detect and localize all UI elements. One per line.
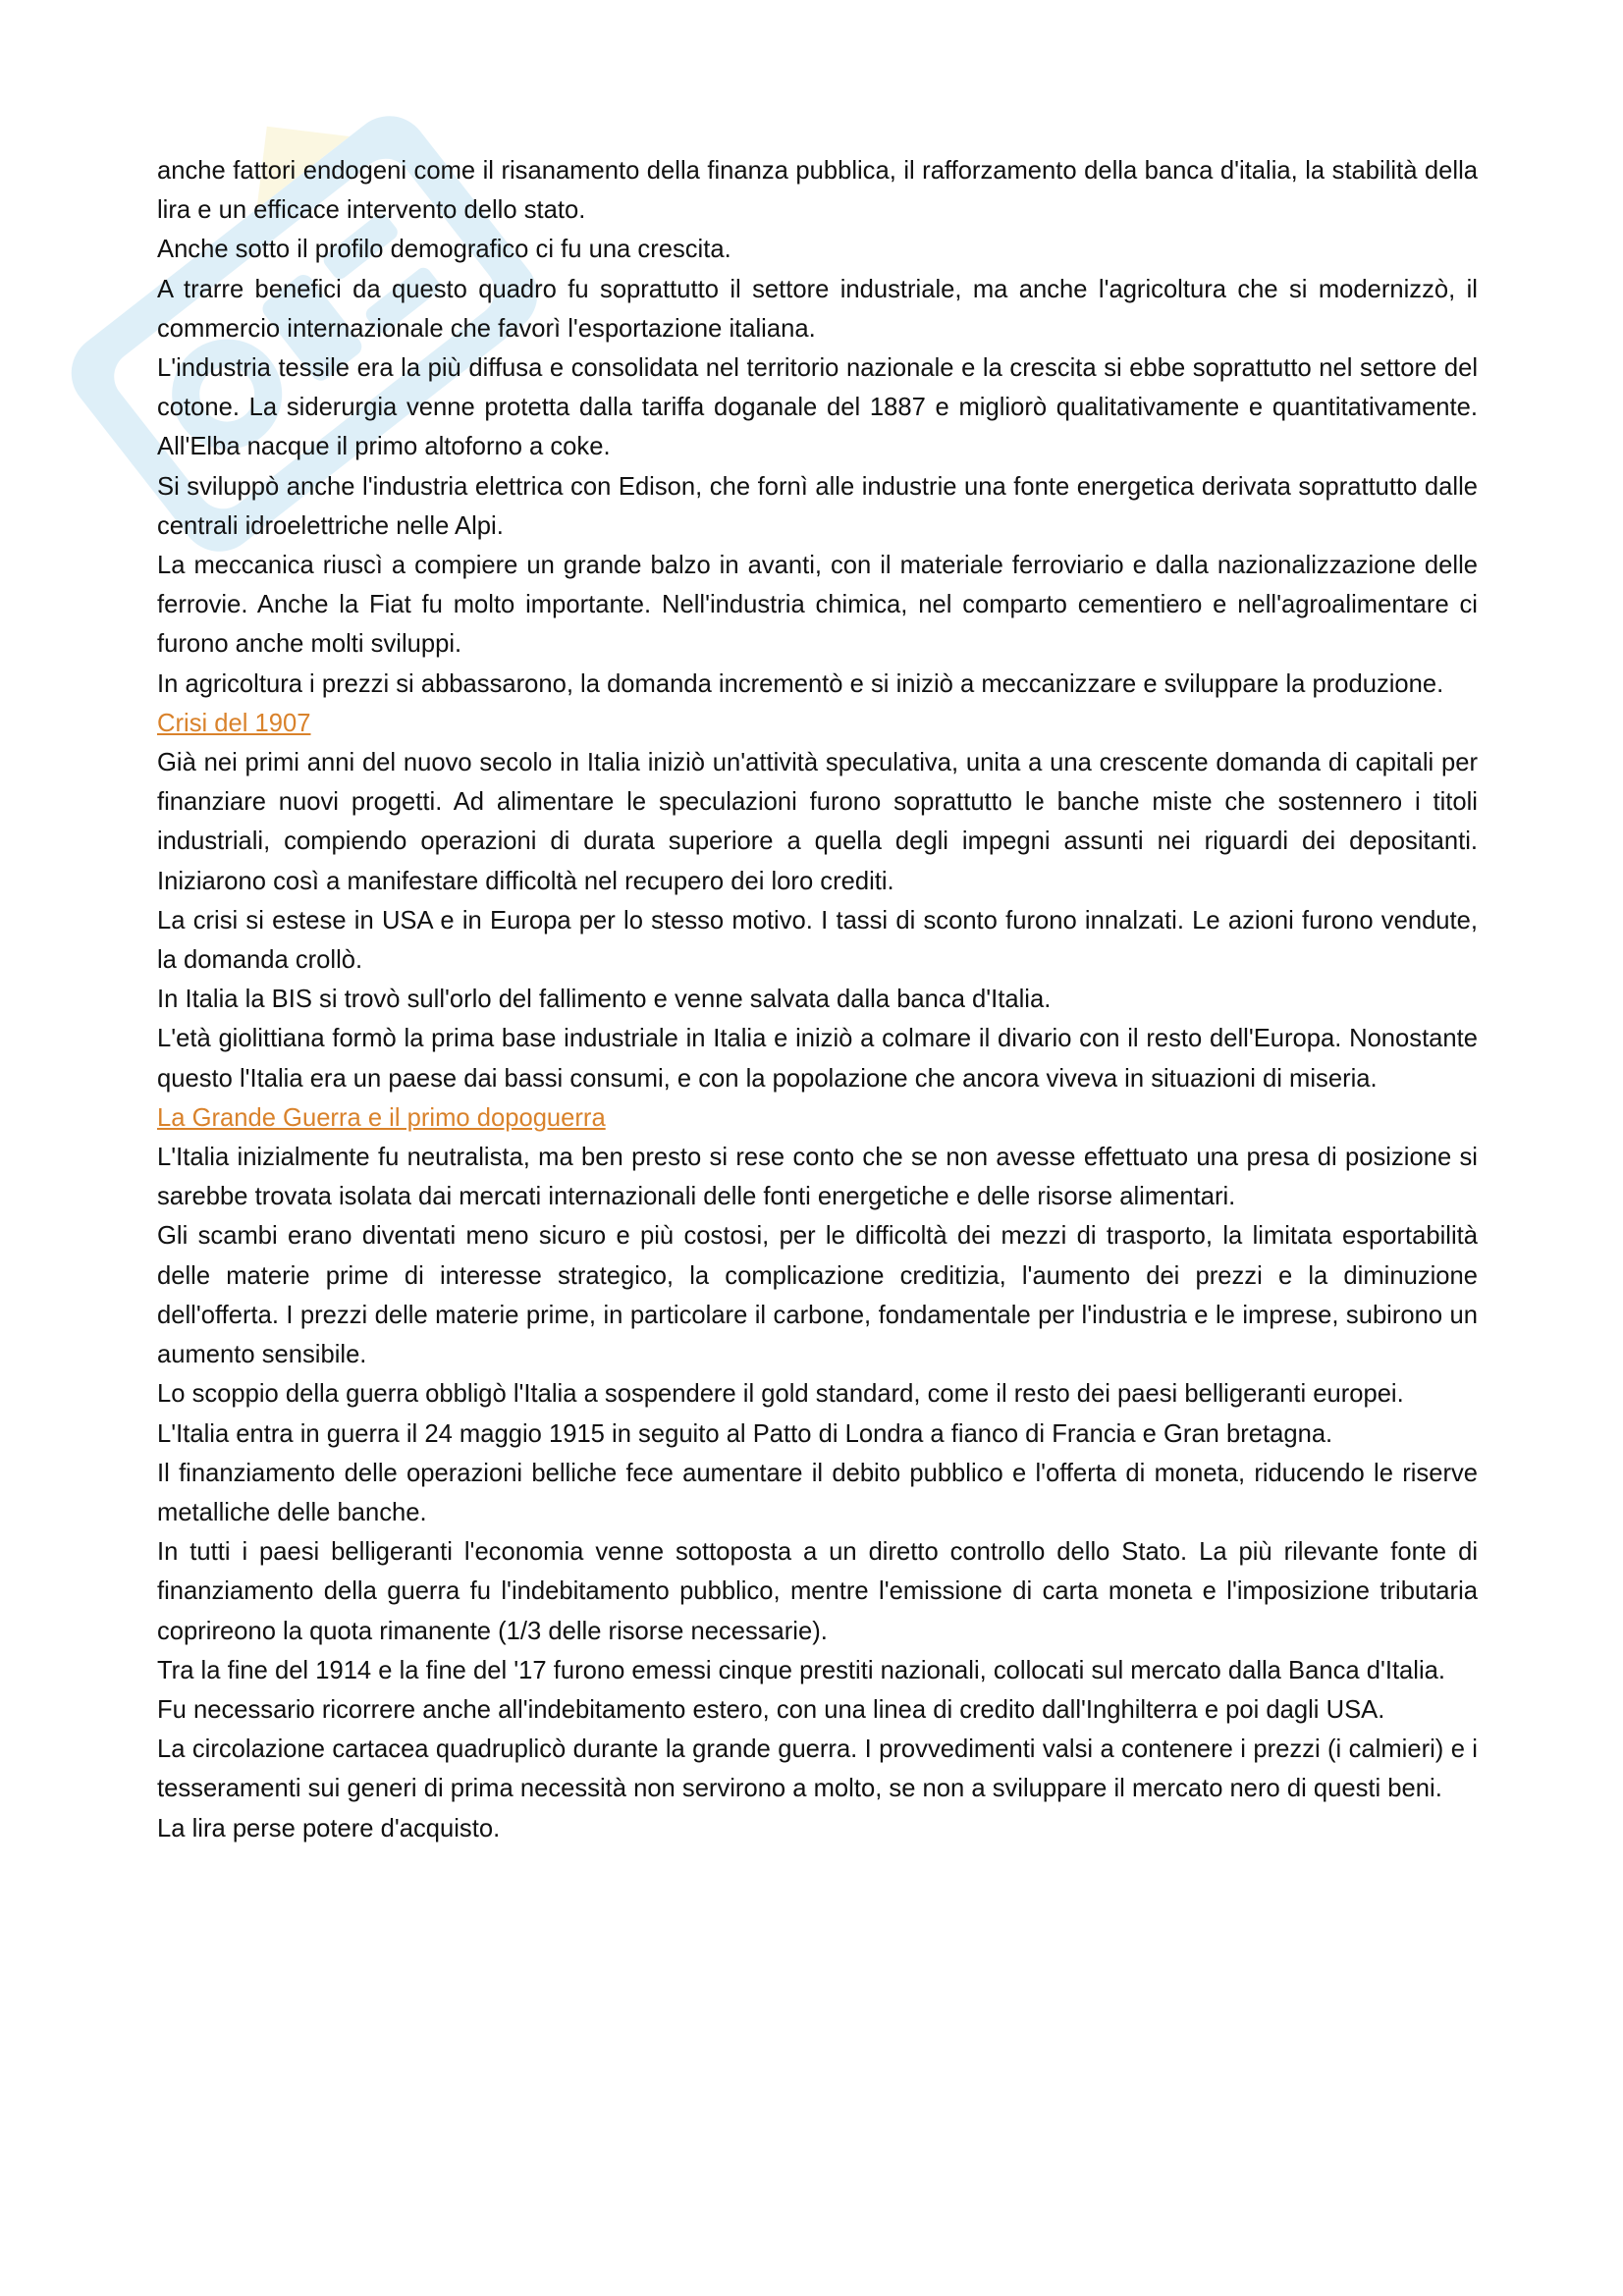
paragraph: In Italia la BIS si trovò sull'orlo del fallimento e venne salvata dalla banca d'Italia. <box>157 986 1052 1014</box>
paragraph: Si sviluppò anche l'industria elettrica con Edison, che fornì alle industrie una fonte energetica derivata soprattutto dalle centrali idroelettriche nelle Alpi. <box>157 472 1478 540</box>
paragraph: Fu necessario ricorrere anche all'indebitamento estero, con una linea di credito dall'Inghilterra e poi dagli USA. <box>157 1695 1385 1724</box>
paragraph: In agricoltura i prezzi si abbassarono, la domanda incrementò e si iniziò a meccanizzare e sviluppare la produzione. <box>157 669 1444 698</box>
section-heading-grande-guerra[interactable]: La Grande Guerra e il primo dopoguerra <box>157 1103 606 1132</box>
paragraph: Il finanziamento delle operazioni belliche fece aumentare il debito pubblico e l'offerta di moneta, riducendo le riserve metalliche delle banche. <box>157 1459 1478 1526</box>
paragraph: Gli scambi erano diventati meno sicuro e più costosi, per le difficoltà dei mezzi di trasporto, la limitata esportabilità delle materie prime di interesse strategico, la complicazione creditizia, l'aumento dei prezzi e la diminuzione dell'offerta. I prezzi delle materie prime, in particolare il carbone, fondamentale per l'industria e le imprese, subirono un aumento sensibile. <box>157 1222 1478 1369</box>
paragraph: Anche sotto il profilo demografico ci fu una crescita. <box>157 236 731 264</box>
paragraph: L'Italia inizialmente fu neutralista, ma ben presto si rese conto che se non avesse effettuato una presa di posizione si sarebbe trovata isolata dai mercati internazionali delle fonti energetiche e delle risorse alimentari. <box>157 1144 1478 1211</box>
paragraph: L'età giolittiana formò la prima base industriale in Italia e iniziò a colmare il divario con il resto dell'Europa. Nonostante questo l'Italia era un paese dai bassi consumi, e con la popolazione che ancora viveva in situazioni di miseria. <box>157 1025 1478 1093</box>
paragraph: La circolazione cartacea quadruplicò durante la grande guerra. I provvedimenti valsi a contenere i prezzi (i calmieri) e i tesseramenti sui generi di prima necessità non servirono a molto, se non a sviluppare il mercato nero di questi beni. <box>157 1735 1478 1803</box>
paragraph: L'industria tessile era la più diffusa e consolidata nel territorio nazionale e la crescita si ebbe soprattutto nel settore del cotone. La siderurgia venne protetta dalla tariffa doganale del 1887 e migliorò qualitativamente e quantitativamente. All'Elba nacque il primo altoforno a coke. <box>157 354 1478 461</box>
paragraph: In tutti i paesi belligeranti l'economia venne sottoposta a un diretto controllo dello Stato. La più rilevante fonte di finanziamento della guerra fu l'indebitamento pubblico, mentre l'emissione di carta moneta e l'imposizione tributaria coprireono la quota rimanente (1/3 delle risorse necessarie). <box>157 1538 1478 1645</box>
document-body <box>157 151 1478 1848</box>
paragraph: anche fattori endogeni come il risanamento della finanza pubblica, il rafforzamento della banca d'italia, la stabilità della lira e un efficace intervento dello stato. <box>157 157 1478 225</box>
paragraph: La lira perse potere d'acquisto. <box>157 1814 501 1842</box>
paragraph: Già nei primi anni del nuovo secolo in Italia iniziò un'attività speculativa, unita a una crescente domanda di capitali per finanziare nuovi progetti. Ad alimentare le speculazioni furono soprattutto le banche miste che sostennero i titoli industriali, compiendo operazioni di durata superiore a quella degli impegni assunti nei riguardi dei depositanti. Iniziarono così a manifestare difficoltà nel recupero dei loro crediti. <box>157 749 1478 895</box>
paragraph: Lo scoppio della guerra obbligò l'Italia a sospendere il gold standard, come il resto dei paesi belligeranti europei. <box>157 1380 1404 1409</box>
paragraph: L'Italia entra in guerra il 24 maggio 1915 in seguito al Patto di Londra a fianco di Francia e Gran bretagna. <box>157 1419 1333 1448</box>
paragraph: Tra la fine del 1914 e la fine del '17 furono emessi cinque prestiti nazionali, collocati sul mercato dalla Banca d'Italia. <box>157 1656 1446 1684</box>
paragraph: A trarre benefici da questo quadro fu soprattutto il settore industriale, ma anche l'agricoltura che si modernizzò, il commercio internazionale che favorì l'esportazione italiana. <box>157 275 1478 343</box>
paragraph: La crisi si estese in USA e in Europa per lo stesso motivo. I tassi di sconto furono innalzati. Le azioni furono vendute, la domanda crollò. <box>157 906 1478 975</box>
section-heading-crisi-1907[interactable]: Crisi del 1907 <box>157 709 311 737</box>
paragraph: La meccanica riuscì a compiere un grande balzo in avanti, con il materiale ferroviario e dalla nazionalizzazione delle ferrovie. Anche la Fiat fu molto importante. Nell'industria chimica, nel comparto cementiero e nell'agroalimentare ci furono anche molti sviluppi. <box>157 552 1478 659</box>
